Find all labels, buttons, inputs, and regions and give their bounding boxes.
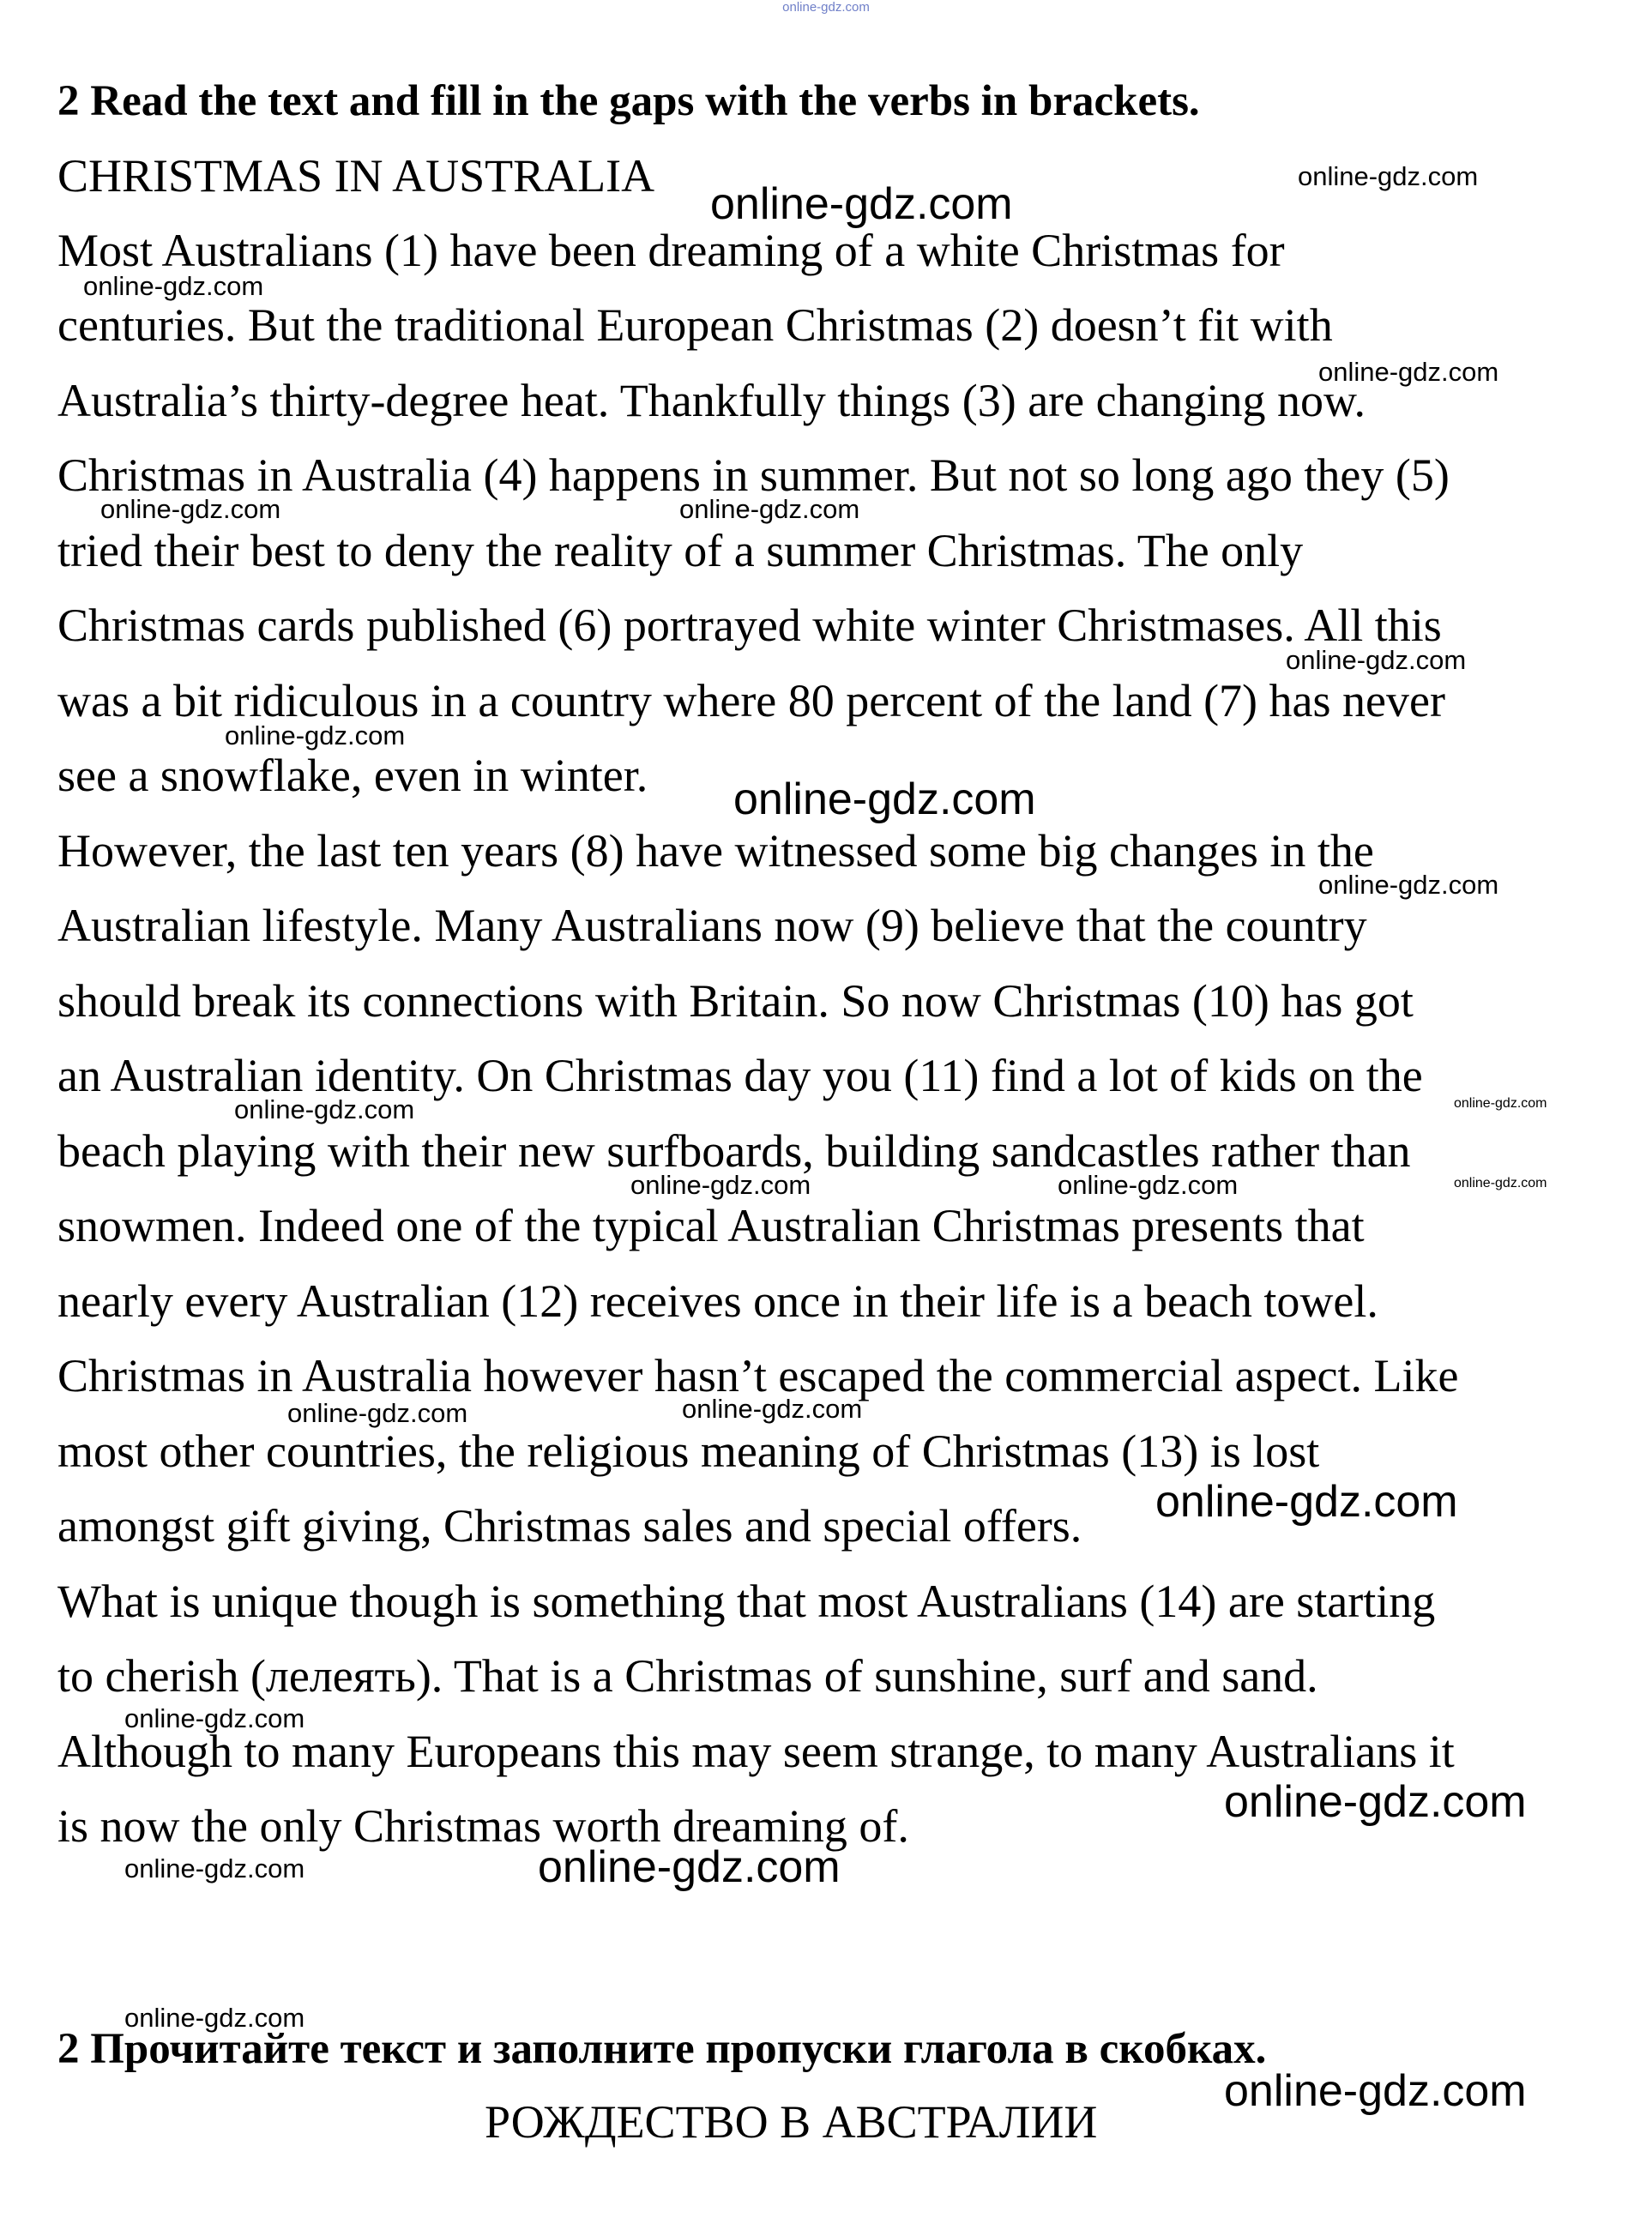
watermark: online-gdz.com <box>1224 1777 1527 1827</box>
text-title: CHRISTMAS IN AUSTRALIA <box>57 150 655 202</box>
task-heading: 2 Read the text and fill in the gaps with the verbs in brackets. <box>57 77 1200 125</box>
text-line: Australia’s thirty-degree heat. Thankfully things (3) are changing now. <box>57 375 1366 426</box>
watermark: online-gdz.com <box>124 1853 305 1883</box>
text-line: is now the only Christmas worth dreaming of. <box>57 1800 909 1852</box>
watermark: online-gdz.com <box>679 494 860 524</box>
text-line: Christmas cards published (6) portrayed white winter Christmases. All this <box>57 600 1442 651</box>
watermark: online-gdz.com <box>287 1398 468 1428</box>
text-line: Most Australians (1) have been dreaming of a white Christmas for <box>57 225 1285 276</box>
watermark: online-gdz.com <box>1454 1176 1547 1190</box>
watermark: online-gdz.com <box>1318 870 1499 900</box>
watermark: online-gdz.com <box>1058 1170 1239 1200</box>
watermark: online-gdz.com <box>630 1170 811 1200</box>
watermark: online-gdz.com <box>682 1394 863 1424</box>
watermark: online-gdz.com <box>733 774 1036 824</box>
watermark: online-gdz.com <box>83 271 264 301</box>
watermark: online-gdz.com <box>1224 2066 1527 2116</box>
watermark: online-gdz.com <box>1454 1096 1547 1111</box>
text-line: Christmas in Australia (4) happens in summer. But not so long ago they (5) <box>57 449 1450 501</box>
watermark: online-gdz.com <box>124 1703 305 1733</box>
watermark: online-gdz.com <box>100 494 281 524</box>
text-line: nearly every Australian (12) receives once in their life is a beach towel. <box>57 1275 1378 1327</box>
text-line: was a bit ridiculous in a country where 80 percent of the land (7) has never <box>57 675 1445 726</box>
text-line: to cherish (лелеять). That is a Christmas of sunshine, surf and sand. <box>57 1650 1318 1702</box>
watermark: online-gdz.com <box>234 1094 415 1124</box>
watermark: online-gdz.com <box>538 1842 841 1892</box>
text-line: Although to many Europeans this may seem strange, to many Australians it <box>57 1726 1455 1777</box>
text-line: Australian lifestyle. Many Australians now (9) believe that the country <box>57 900 1367 951</box>
text-line: amongst gift giving, Christmas sales and special offers. <box>57 1500 1082 1552</box>
text-line: should break its connections with Britain. So now Christmas (10) has got <box>57 975 1414 1027</box>
text-line: snowmen. Indeed one of the typical Australian Christmas presents that <box>57 1200 1365 1251</box>
text-line: see a snowflake, even in winter. <box>57 750 648 801</box>
watermark: online-gdz.com <box>1155 1477 1458 1527</box>
watermark: online-gdz.com <box>1286 645 1467 675</box>
watermark: online-gdz.com <box>225 720 406 750</box>
text-line: an Australian identity. On Christmas day you (11) find a lot of kids on the <box>57 1050 1423 1101</box>
text-line: tried their best to deny the reality of a summer Christmas. The only <box>57 525 1304 576</box>
watermark: online-gdz.com <box>1318 357 1499 387</box>
text-line: beach playing with their new surfboards, building sandcastles rather than <box>57 1125 1411 1177</box>
top-watermark: online-gdz.com <box>782 0 870 15</box>
watermark: online-gdz.com <box>1298 161 1479 191</box>
text-line: What is unique though is something that most Australians (14) are starting <box>57 1576 1436 1627</box>
text-line: most other countries, the religious meaning of Christmas (13) is lost <box>57 1425 1320 1477</box>
text-line: centuries. But the traditional European Christmas (2) doesn’t fit with <box>57 299 1333 351</box>
text-line: Christmas in Australia however hasn’t escaped the commercial aspect. Like <box>57 1350 1459 1401</box>
translation-heading: 2 Прочитайте текст и заполните пропуски глагола в скобках. <box>57 2025 1267 2073</box>
text-line: However, the last ten years (8) have witnessed some big changes in the <box>57 825 1374 877</box>
watermark: online-gdz.com <box>710 179 1013 229</box>
watermark: online-gdz.com <box>124 2003 305 2033</box>
translation-title: РОЖДЕСТВО В АВСТРАЛИИ <box>485 2096 1098 2148</box>
